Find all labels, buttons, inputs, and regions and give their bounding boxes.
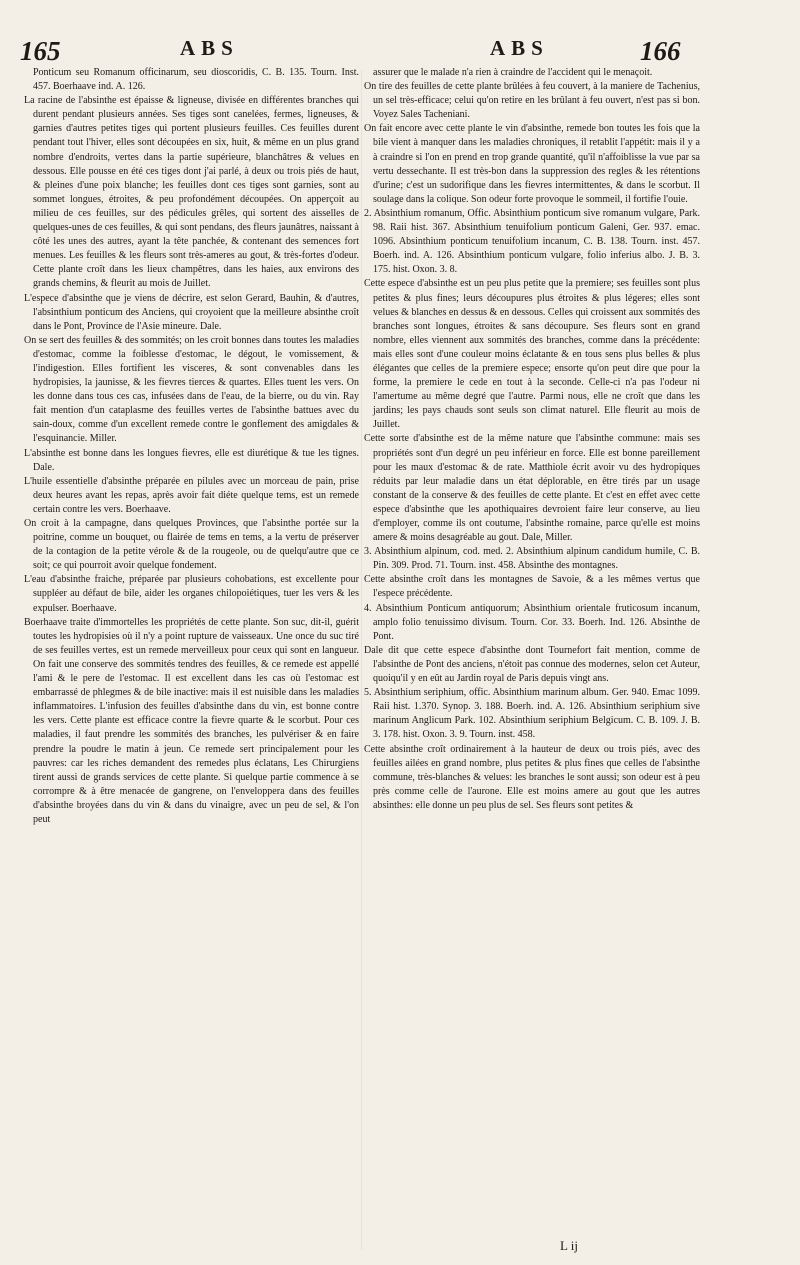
column-gutter: [361, 70, 362, 1250]
paragraph: assurer que le malade n'a rien à craindre de l'accident qui le menaçoit.: [373, 67, 653, 78]
paragraph: La racine de l'absinthe est épaisse & ligneuse, divisée en différentes branches qui durent pendant plusieurs années. Ses tiges sont canelées, fermes, ligneuses, & garnies d'autres petites tiges qui portent plusieurs feuilles. Ces feuilles durent pendant tout l'hiver, elles sont découpées en six, huit, & même en un plus grand nombre d'endroits, vertes dans la partie supérieure, blanchâtres & velues en dessous. Elle pousse en été ces tiges dont j'ai parlé, à deux ou trois piés de haut, & pleines d'une poix blanche; les feuilles dont ces tiges sont garnies, sont au sommet longues, étroites, & peu profondément découpées. On apperçoit au milieu de ces feuilles, sur des pédicules grêles, qui sortent des aisselles de quelques-unes de ces feuilles, & qui sont pendans, des fleurs jaunâtres, naissant à côté les unes des autres, ayant la tête panchée, & contenant des semences fort menues. Les feuilles & les fleurs sont très-ameres au gout, & très-fortes d'odeur. Cette plante croît dans les lieux champêtres, dans les haies, aux environs des grands chemins, & fleurit au mois de Juillet.: [24, 95, 359, 290]
paragraph: On tire des feuilles de cette plante brûlées à feu couvert, à la maniere de Tachenius, un sel très-efficace; celui qu'on retire en les brûlant à feu ouvert, n'est pas si bon. Voyez Sales Tacheniani.: [364, 81, 700, 121]
paragraph: Dale dit que cette espece d'absinthe dont Tournefort fait mention, comme de l'absinthe de Pont des anciens, n'étoit pas connue des modernes, selon cet Auteur, quoiqu'il y en eût au Jardin royal de Paris depuis vingt ans.: [364, 644, 700, 685]
running-head-right: ABS: [490, 36, 549, 60]
paragraph: Ponticum seu Romanum officinarum, seu dioscoridis, C. B. 135. Tourn. Inst. 457. Boerhaave ind. A. 126.: [33, 67, 359, 93]
paragraph: Cette espece d'absinthe est un peu plus petite que la premiere; ses feuilles sont plus petites & plus fines; leurs découpures plus étroites & plus légeres; elles sont velues & blanches en dessus & en dessous. Celles qui croissent aux sommités des branches sont longues, étroites & sans découpure. Ses fleurs sont en grand nombre, elles viennent aux sommités des branches, comme dans la précédente: mais elles sont d'une couleur moins éclatante & en tous sens plus belles & plus élégantes que celles de la premiere espece; ensorte qu'on peut dire que pour la forme, la premiere le cede en tout à la seconde. Celle-ci n'a pas l'odeur ni l'amertume au même degré que l'autre. Parmi nous, elle ne croît que dans les jardins; les pays chauds sont seuls son climat naturel. Elle fleurit au mois de Juillet.: [364, 278, 700, 431]
paragraph: L'espece d'absinthe que je viens de décrire, est selon Gerard, Bauhin, & d'autres, l'absinthium ponticum des Anciens, qui croyoient que la meilleure absinthe croît dans le Pont, Province de l'Asie mineure. Dale.: [24, 292, 359, 332]
paragraph: L'eau d'absinthe fraiche, préparée par plusieurs cohobations, est excellente pour suppléer au défaut de bile, aider les organes chilopoiétiques, tuer les vers & les expulser. Boerhaave.: [24, 574, 359, 614]
paragraph: Cette sorte d'absinthe est de la même nature que l'absinthe commune: mais ses propriétés sont d'un degré un peu inférieur en force. Elle est bonne pareillement pour les maux d'estomac & de rate. Matthiole écrit avoir vu des hydropiques réduits par leur maladie dans un état déplorable, en être tirés par un usage constant de la conserve & des feuilles de cette plante. Et c'est en effet avec cette espece d'absinthe que les apothiquaires devroient faire leur conserve, au lieu d'employer, comme ils ont coutume, l'absinthe romaine, parce qu'elle est moins amere & moins desagréable au gout. Dale, Miller.: [364, 433, 700, 544]
paragraph: 3. Absinthium alpinum, cod. med. 2. Absinthium alpinum candidum humile, C. B. Pin. 309. Prod. 71. Tourn. inst. 458. Absinthe des montagnes.: [364, 546, 700, 572]
signature-mark: L ij: [560, 1238, 578, 1253]
paragraph: Cette absinthe croît ordinairement à la hauteur de deux ou trois piés, avec des feuilles ailées en grand nombre, plus petites & plus fines que celles de l'absinthe commune, très-blanches & velues: les branches le sont aussi; son odeur est à peu près comme celle de l'aurone. Elle est moins amere au gout que les autres absinthes: elle donne un peu plus de sel. Ses fleurs sont petites &: [364, 743, 700, 811]
paragraph: On fait encore avec cette plante le vin d'absinthe, remede bon toutes les fois que la bile vient à manquer dans les maladies chroniques, il retablit l'appétit: mais il y a à craindre si l'on en prend en trop grande quantité, qu'il n'affoiblisse la vue par sa vertu dessechante. Il est très-bon dans la suppression des regles & les rétentions d'urine; c'est un sudorifique dans les fievres intermittentes, & dans le scorbut. Il soulage dans la colique. Son odeur forte provoque le sommeil, il fortifie l'ouie.: [364, 123, 700, 205]
paragraph: 5. Absinthium seriphium, offic. Absinthium marinum album. Ger. 940. Emac 1099. Raii hist. 1.370. Synop. 3. 188. Boerh. ind. A. 126. Absinthium seriphium sive marinum Anglicum Park. 102. Absinthium seriphium Belgicum. C. B. 109. J. B. 3. 178. hist. Oxon. 3. 9. Tourn. inst. 458.: [364, 687, 700, 741]
running-head-left: ABS: [180, 36, 239, 60]
paragraph: L'huile essentielle d'absinthe préparée en pilules avec un morceau de pain, prise deux heures avant les repas, après avoir fait diéte quelque tems, est un remede certain contre les vers. Boerhaave.: [24, 475, 359, 515]
paragraph: Boerhaave traite d'immortelles les propriétés de cette plante. Son suc, dit-il, guérit toutes les hydropisies où il n'y a point rupture de vaisseaux. Une once du suc tiré de ses feuilles vertes, est un remede merveilleux pour ceux qui sont en langueur. On fait une conserve des sommités tendres des feuilles, & ce remede est appellé l'ami & le pere de l'estomac. Il est excellent dans les cas où l'estomac est embarrassé de phlegmes & de bile inactive: mais il est nuisible dans les maladies inflammatoires. L'infusion des feuilles d'absinthe dans du vin, est bonne contre les vers. Cette plante est efficace contre la fievre quarte & le scorbut. Pour ces maladies, il faut prendre les sommités des branches, les pulvériser & en faire prendre la poudre le matin à jeun. Ce remede sert principalement pour les pauvres: car les riches demandent des remedes plus éclatans, Les Chirurgiens tirent aussi de grands services de cette plante. Si quelque partie commence à se corrompre & à être menacée de gangrene, on l'enveloppera dans des feuilles d'absinthe broyées dans du vin & dans du vinaigre, avec un peu de sel, & l'on peut: [24, 616, 359, 825]
right-column: [364, 66, 700, 813]
page-number-left: 165: [20, 36, 61, 66]
left-column: [24, 66, 359, 827]
paragraph: 4. Absinthium Ponticum antiquorum; Absinthium orientale fruticosum incanum, amplo folio tenuissimo divisum. Tourn. Cor. 33. Boerh. Ind. 126. Absinthe de Pont.: [364, 602, 700, 642]
paragraph: On croit à la campagne, dans quelques Provinces, que l'absinthe portée sur la poitrine, comme un bouquet, ou flairée de tems en tems, a la vertu de préserver de la contagion de la petite vérole & de la rougeole, ou de quelqu'autre que ce soit; ce qui pourroit avoir quelque fondement.: [24, 518, 359, 572]
paragraph: Cette absinthe croît dans les montagnes de Savoie, & a les mêmes vertus que l'espece précédente.: [364, 574, 700, 600]
paragraph: 2. Absinthium romanum, Offic. Absinthium ponticum sive romanum vulgare, Park. 98. Raii hist. 367. Absinthium tenuifolium ponticum Galeni, Ger. 937. emac. 1096. Absinthium ponticum tenuifolium incanum, C. B. 138. Tourn. inst. 457. Boerh. ind. A. 126. Absinthium ponticum vulgare, folio inferius albo. J. B. 3. 175. hist. Oxon. 3. 8.: [364, 207, 700, 276]
paragraph: L'absinthe est bonne dans les longues fievres, elle est diurétique & tue les tignes. Dale.: [24, 447, 359, 473]
paragraph: On se sert des feuilles & des sommités; on les croit bonnes dans toutes les maladies d'estomac, comme la foiblesse d'estomac, le dégout, le vomissement, & l'indigestion. Elles fortifient les visceres, & sont convenables dans les hydropisies, la jaunisse, & les fievres tierces & quartes. Elles tuent les vers. On les donne dans tous ces cas, infusées dans de l'eau, de la bierre, ou du vin. Ray fait mention d'un cataplasme des feuilles vertes de l'absinthe battues avec du sain-doux, comme d'un excellent remede contre le gonflement des amigdales & l'esquinancie. Miller.: [24, 334, 359, 445]
page-number-right: 166: [640, 36, 681, 66]
